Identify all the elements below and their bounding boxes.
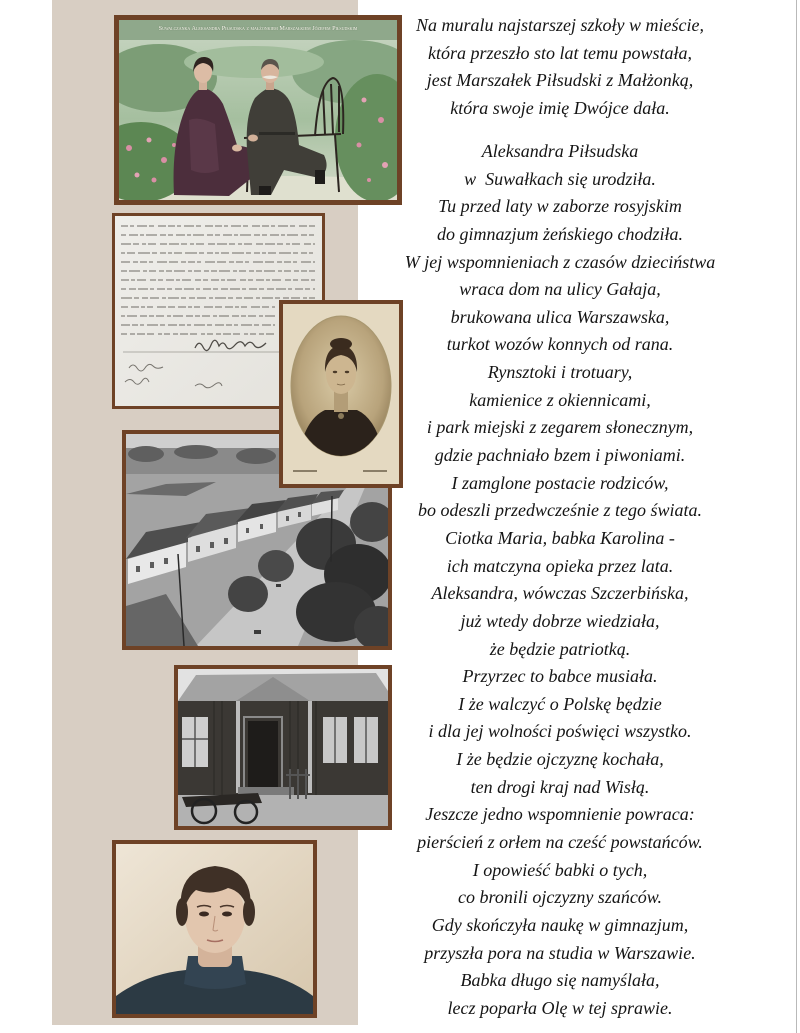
poem-line: I opowieść babki o tych, [472, 859, 648, 880]
poem-line: kamienice z okiennicami, [469, 389, 651, 410]
poem-line: Aleksandra, wówczas Szczerbińska, [431, 583, 689, 604]
poem-line: ich matczyna opieka przez lata. [446, 555, 674, 576]
porch-post [236, 701, 240, 793]
photo-wooden-house [174, 665, 392, 830]
poem-line: I że będzie ojczyznę kochała, [456, 749, 664, 770]
poem-line: ten drogi kraj nad Wisłą. [470, 776, 650, 797]
house-door [244, 717, 282, 795]
poem-line: Aleksandra Piłsudska [481, 141, 639, 161]
poem-line: co bronili ojczyzny szańców. [458, 887, 662, 908]
couple-photo-image [119, 20, 397, 200]
photo-collage-panel [52, 0, 358, 1025]
poem-line: Na muralu najstarszej szkoły w mieście, [416, 15, 704, 35]
poem-line: już wtedy dobrze wiedziała, [460, 610, 660, 631]
poem-line: i dla jej wolności poświęci wszystko. [428, 721, 692, 742]
porch-post [308, 701, 312, 793]
poem-line: Ciotka Maria, babka Karolina - [445, 527, 675, 548]
poem-line: wraca dom na ulicy Gałaja, [459, 279, 661, 300]
poem-line: Jeszcze jedno wspomnienie powraca: [425, 804, 695, 825]
photo-caption: Suwalczanka Aleksandra Piłsudska z małżonkiem Marszałkiem Józefem Piłsudskim [158, 25, 358, 32]
oval-portrait-image [283, 304, 399, 484]
poem-line: I zamglone postacie rodziców, [451, 472, 669, 493]
poem-line: I że walczyć o Polskę będzie [458, 693, 662, 714]
photo-oval-portrait [279, 300, 403, 488]
poem-line: do gimnazjum żeńskiego chodziła. [437, 223, 683, 244]
poem-line: bo odeszli przedwcześnie z tego świata. [418, 500, 702, 521]
poem-line: jest Marszałek Piłsudski z Małżonką, [426, 70, 694, 91]
poem-line: która przeszło sto lat temu powstała, [427, 42, 692, 63]
wooden-house-image [178, 669, 388, 826]
page-edge-line [796, 0, 797, 1033]
poem-line: brukowana ulica Warszawska, [450, 306, 670, 327]
young-woman-image [116, 844, 313, 1014]
house-window-left [182, 717, 208, 767]
poem-line: W jej wspomnieniach z czasów dzieciństwa [404, 251, 716, 272]
poem-stanza [368, 12, 752, 123]
poem-line: w Suwałkach się urodziła. [464, 168, 656, 189]
poem-line: Babka długo się namyślała, [460, 970, 660, 991]
poem-line: i park miejski z zegarem słonecznym, [426, 417, 694, 438]
poem-line: gdzie pachniało bzem i piwoniami. [434, 445, 686, 466]
poem-line: Rynsztoki i trotuary, [487, 362, 633, 383]
poem-line: przyszła pora na studia w Warszawie. [424, 942, 696, 963]
poem-line: która swoje imię Dwójce dała. [450, 97, 670, 118]
poem-line: Gdy skończyła naukę w gimnazjum, [431, 914, 689, 935]
photo-young-woman-portrait [112, 840, 317, 1018]
poem-line: Przyrzec to babce musiała. [462, 666, 658, 687]
poem-line: Tu przed laty w zaborze rosyjskim [438, 196, 682, 217]
poem-line: turkot wozów konnych od rana. [446, 334, 674, 355]
poem-line: lecz poparła Olę w tej sprawie. [447, 997, 673, 1018]
poem-line: pierścień z orłem na cześć powstańców. [417, 832, 703, 853]
fence [286, 769, 310, 799]
photo-couple-on-bench [114, 15, 402, 205]
poem-line: że będzie patriotką. [489, 638, 631, 659]
poem-stanza [368, 138, 752, 1023]
